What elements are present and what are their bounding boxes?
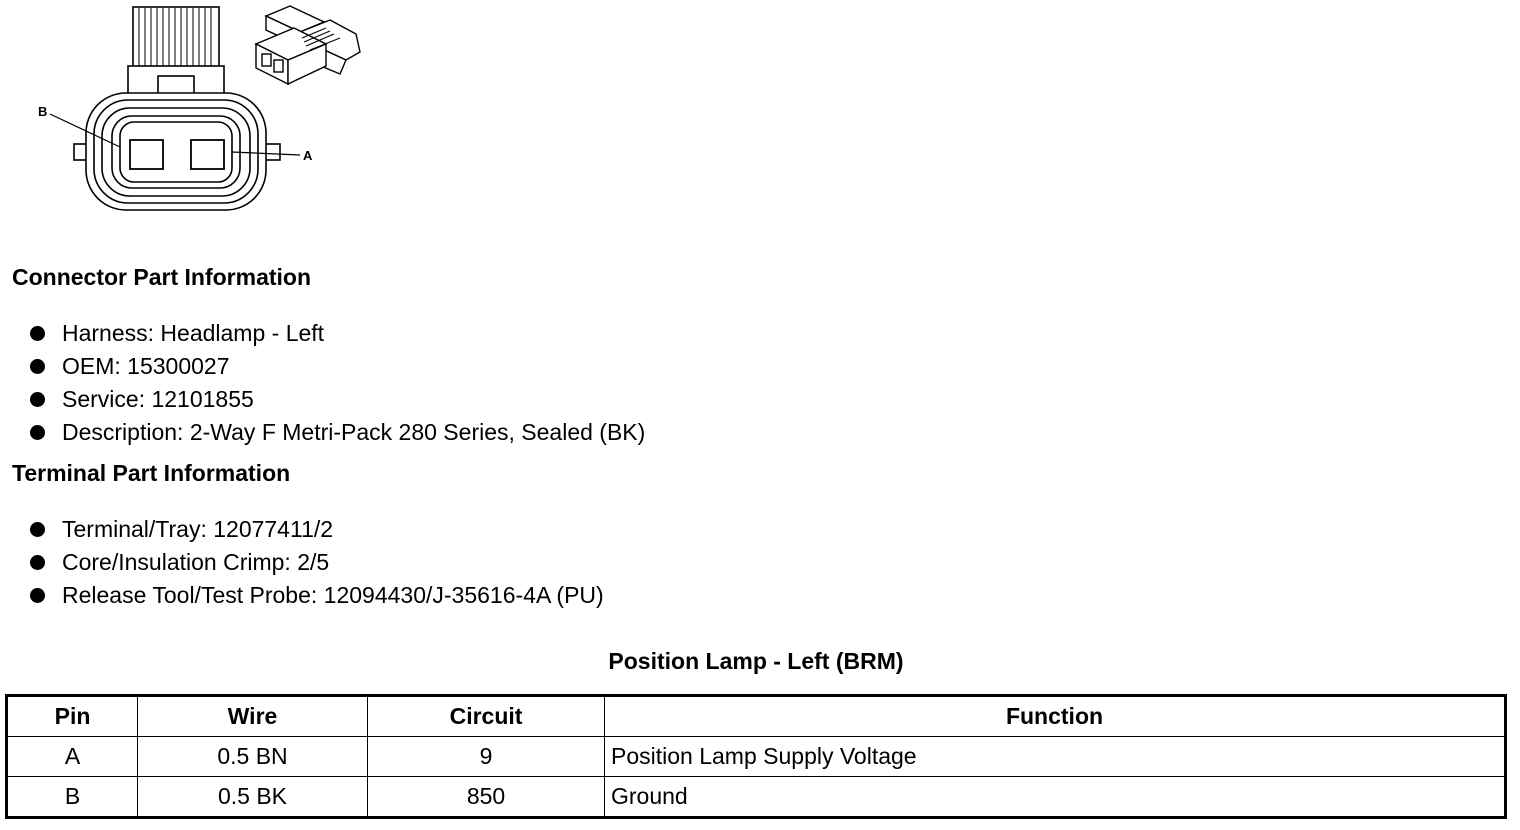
terminal-part-info-list <box>28 513 604 612</box>
list-item: OEM: 15300027 <box>28 350 645 383</box>
cell-wire: 0.5 BN <box>138 737 368 777</box>
header-pin: Pin <box>7 696 138 737</box>
bullet-icon <box>30 522 45 537</box>
table-header-row <box>7 696 1506 737</box>
list-item: Description: 2-Way F Metri-Pack 280 Series, Sealed (BK) <box>28 416 645 449</box>
bullet-icon <box>30 588 45 603</box>
list-item: Harness: Headlamp - Left <box>28 317 645 350</box>
connector-illustration <box>0 0 400 230</box>
list-item: Terminal/Tray: 12077411/2 <box>28 513 604 546</box>
cell-function: Ground <box>605 777 1506 818</box>
bullet-icon <box>30 359 45 374</box>
connector-isometric-view <box>256 6 360 84</box>
pin-table-title: Position Lamp - Left (BRM) <box>608 648 904 674</box>
header-wire: Wire <box>138 696 368 737</box>
cell-circuit: 850 <box>368 777 605 818</box>
bullet-icon <box>30 392 45 407</box>
table-row <box>7 737 1506 777</box>
cell-circuit: 9 <box>368 737 605 777</box>
cell-wire: 0.5 BK <box>138 777 368 818</box>
bullet-icon <box>30 555 45 570</box>
terminal-part-info-title: Terminal Part Information <box>12 460 291 486</box>
pin-table <box>5 694 1507 819</box>
header-circuit: Circuit <box>368 696 605 737</box>
bullet-icon <box>30 425 45 440</box>
connector-part-info-title: Connector Part Information <box>12 264 312 290</box>
cell-pin: A <box>7 737 138 777</box>
header-function: Function <box>605 696 1506 737</box>
bullet-icon <box>30 326 45 341</box>
cell-function: Position Lamp Supply Voltage <box>605 737 1506 777</box>
list-item: Release Tool/Test Probe: 12094430/J-35616-4A (PU) <box>28 579 604 612</box>
pin-label-a: A <box>303 148 313 163</box>
list-item: Core/Insulation Crimp: 2/5 <box>28 546 604 579</box>
list-item: Service: 12101855 <box>28 383 645 416</box>
pin-label-b: B <box>38 104 48 119</box>
connector-part-info-list <box>28 317 645 449</box>
table-row <box>7 777 1506 818</box>
connector-drawing <box>0 0 400 230</box>
cell-pin: B <box>7 777 138 818</box>
